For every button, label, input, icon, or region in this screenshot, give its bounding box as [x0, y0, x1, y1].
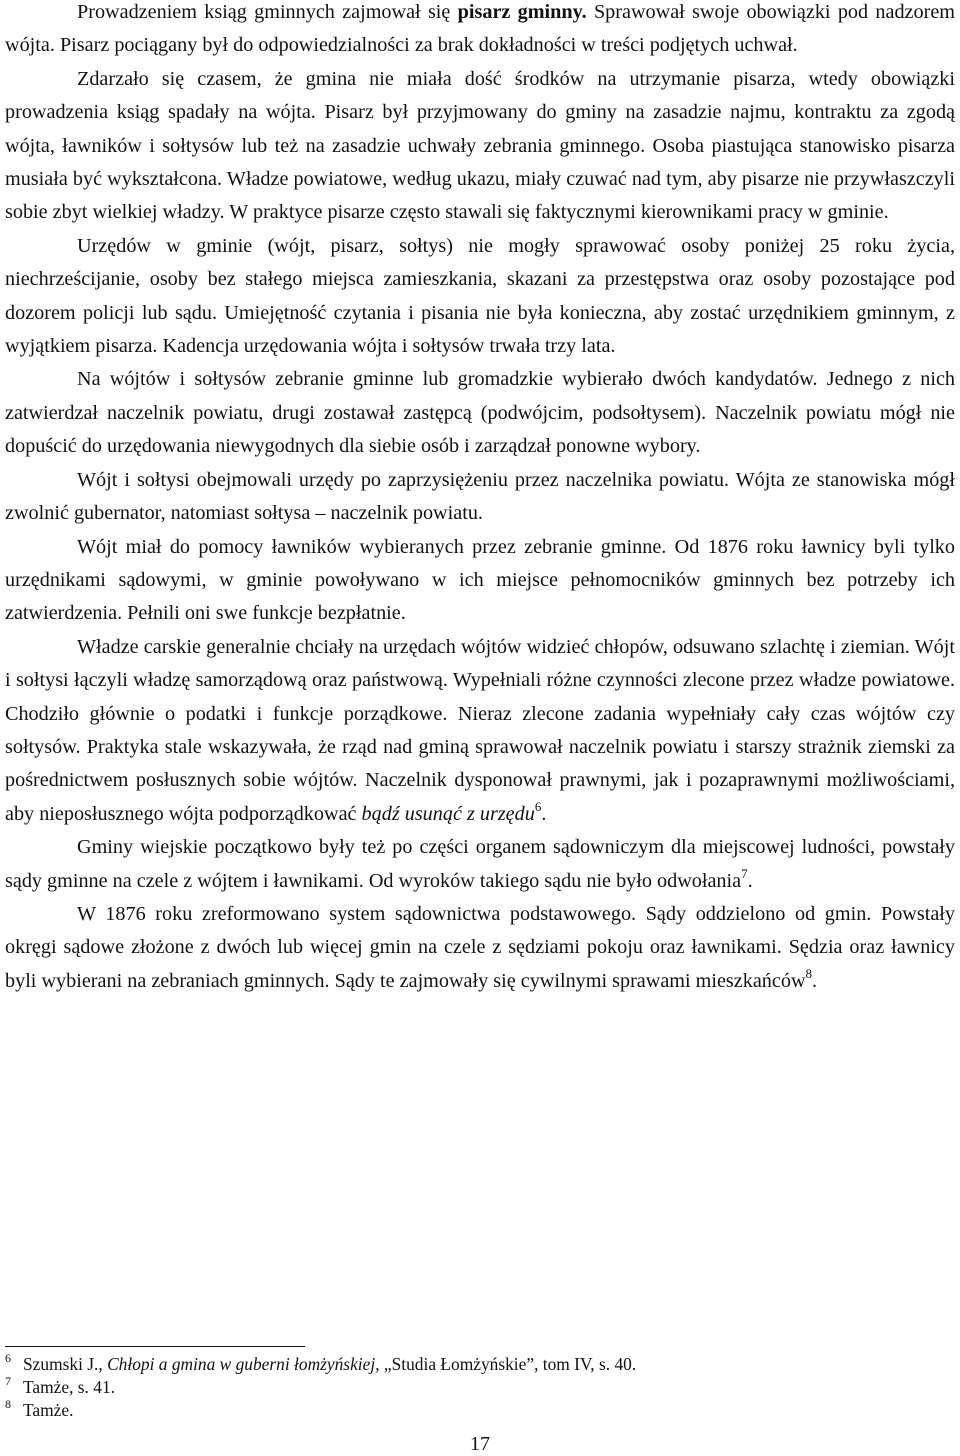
paragraph-text: . — [541, 802, 547, 825]
footnotes — [5, 1346, 955, 1422]
italic-phrase: bądź usunąć z urzędu — [361, 802, 535, 825]
footnote-ref-8[interactable]: 8 — [805, 965, 813, 981]
footnote-number: 7 — [5, 1374, 11, 1388]
footnote-8 — [5, 1399, 955, 1422]
paragraph-office-eligibility: Urzędów w gminie (wójt, pisarz, sołtys) nie mogły sprawować osoby poniżej 25 roku życia, niechrześcijanie, osoby bez stałego miejsca zamieszkania, skazani za przestępstwa oraz osoby pozostające pod dozorem policji lub sądu. Umiejętność czytania i pisania nie była konieczna, aby zostać urzędnikiem gminnym, z wyjątkiem pisarza. Kadencja urzędowania wójta i sołtysów trwała trzy lata. — [5, 234, 955, 358]
footnote-6 — [5, 1353, 955, 1376]
paragraph-candidates: Na wójtów i sołtysów zebranie gminne lub gromadzkie wybierało dwóch kandydatów. Jednego z nich zatwierdzał naczelnik powiatu, drugi zostawał zastępcą (podwójcim, podsołtysem). Naczelnik powiatu mógł nie dopuścić do urzędowania niewygodnych dla siebie osób i zarządzał ponowne wybory. — [5, 368, 955, 458]
footnote-title: Chłopi a gmina w guberni łomżyńskiej — [107, 1354, 376, 1374]
paragraph-text: W 1876 roku zreformowano system sądownictwa podstawowego. Sądy oddzielono od gmin. Powstały okręgi sądowe złożone z dwóch lub więcej gmin na czele z sędziami pokoju oraz ławnikami. Sędzia oraz ławnicy byli wybierani na zebraniach gminnych. Sądy te zajmowały się cywilnymi sprawami mieszkańców — [5, 902, 955, 992]
paragraph-text: . — [812, 969, 818, 992]
paragraph-text: Gminy wiejskie początkowo były też po części organem sądowniczym dla miejscowej ludności, powstały sądy gminne na czele z wójtem i ławnikami. Od wyroków takiego sądu nie było odwołania — [5, 836, 955, 892]
paragraph-scribe-duties: Zdarzało się czasem, że gmina nie miała dość środków na utrzymanie pisarza, wtedy obowiązki prowadzenia ksiąg spadały na wójta. Pisarz był przyjmowany do gminy na zasadzie najmu, kontraktu za zgodą wójta, ławników i sołtysów lub też na zasadzie uchwały zebrania gminnego. Osoba piastująca stanowisko pisarza musiała być wykształcona. Władze powiatowe, według ukazu, miały czuwać nad tym, aby pisarze nie przywłaszczyli sobie zbyt wielkiej władzy. W praktyce pisarze często stawali się faktycznymi kierownikami pracy w gminie. — [5, 67, 955, 224]
paragraph-scribe — [5, 0, 955, 63]
footnote-number: 8 — [5, 1397, 11, 1411]
footnote-text: Tamże. — [23, 1400, 74, 1420]
footnote-ref-6[interactable]: 6 — [534, 798, 542, 814]
paragraph-court-reform — [5, 898, 955, 998]
bold-term: pisarz gminny. — [457, 1, 587, 23]
footnote-author: Szumski J., — [23, 1354, 108, 1374]
paragraph-tsarist-authorities — [5, 631, 955, 831]
paragraph-gmina-courts — [5, 831, 955, 898]
footnote-number: 6 — [5, 1351, 11, 1365]
paragraph-text: Władze carskie generalnie chciały na urzędach wójtów widzieć chłopów, odsuwano szlachtę i ziemian. Wójt i sołtysi łączyli władzę samorządową oraz państwową. Wypełniali różne czynności zlecone przez władze powiatowe. Chodziło głównie o podatki i funkcje porządkowe. Nieraz zlecone zadania wypełniały cały czas wójtów czy sołtysów. Praktyka stale wskazywała, że rząd nad gminą sprawował naczelnik powiatu i starszy strażnik ziemski za pośrednictwem posłusznych sobie wójtów. Naczelnik dysponował prawnymi, jak i pozaprawnymi możliwościami, aby nieposłusznego wójta podporządkować — [5, 635, 955, 825]
paragraph-text: Prowadzeniem ksiąg gminnych zajmował się — [77, 1, 458, 23]
footnote-divider — [5, 1346, 305, 1347]
paragraph-text: . — [747, 869, 753, 892]
paragraph-assessors: Wójt miał do pomocy ławników wybieranych przez zebranie gminne. Od 1876 roku ławnicy byli tylko urzędnikami sądowymi, w gminie powoływano w ich miejsce pełnomocników gminnych bez potrzeby ich zatwierdzenia. Pełnili oni swe funkcje bezpłatnie. — [5, 535, 955, 625]
footnote-7 — [5, 1376, 955, 1399]
footnote-text — [21, 1353, 636, 1376]
footnote-text: Tamże, s. 41. — [23, 1377, 115, 1397]
body-text — [5, 0, 955, 998]
paragraph-text: Sprawował swoje obowiązki pod nadzorem wójta. Pisarz pociągany był do odpowiedzialności za brak dokładności w treści podjętych uchwał. — [5, 1, 955, 57]
footnote-source: , „Studia Łomżyńskie”, tom IV, s. 40. — [375, 1354, 637, 1374]
document-page — [5, 0, 955, 1456]
footnote-ref-7[interactable]: 7 — [741, 865, 748, 881]
page-number: 17 — [470, 1433, 490, 1455]
paragraph-oath: Wójt i sołtysi obejmowali urzędy po zaprzysiężeniu przez naczelnika powiatu. Wójta ze stanowiska mógł zwolnić gubernator, natomiast sołtysa – naczelnik powiatu. — [5, 468, 955, 525]
